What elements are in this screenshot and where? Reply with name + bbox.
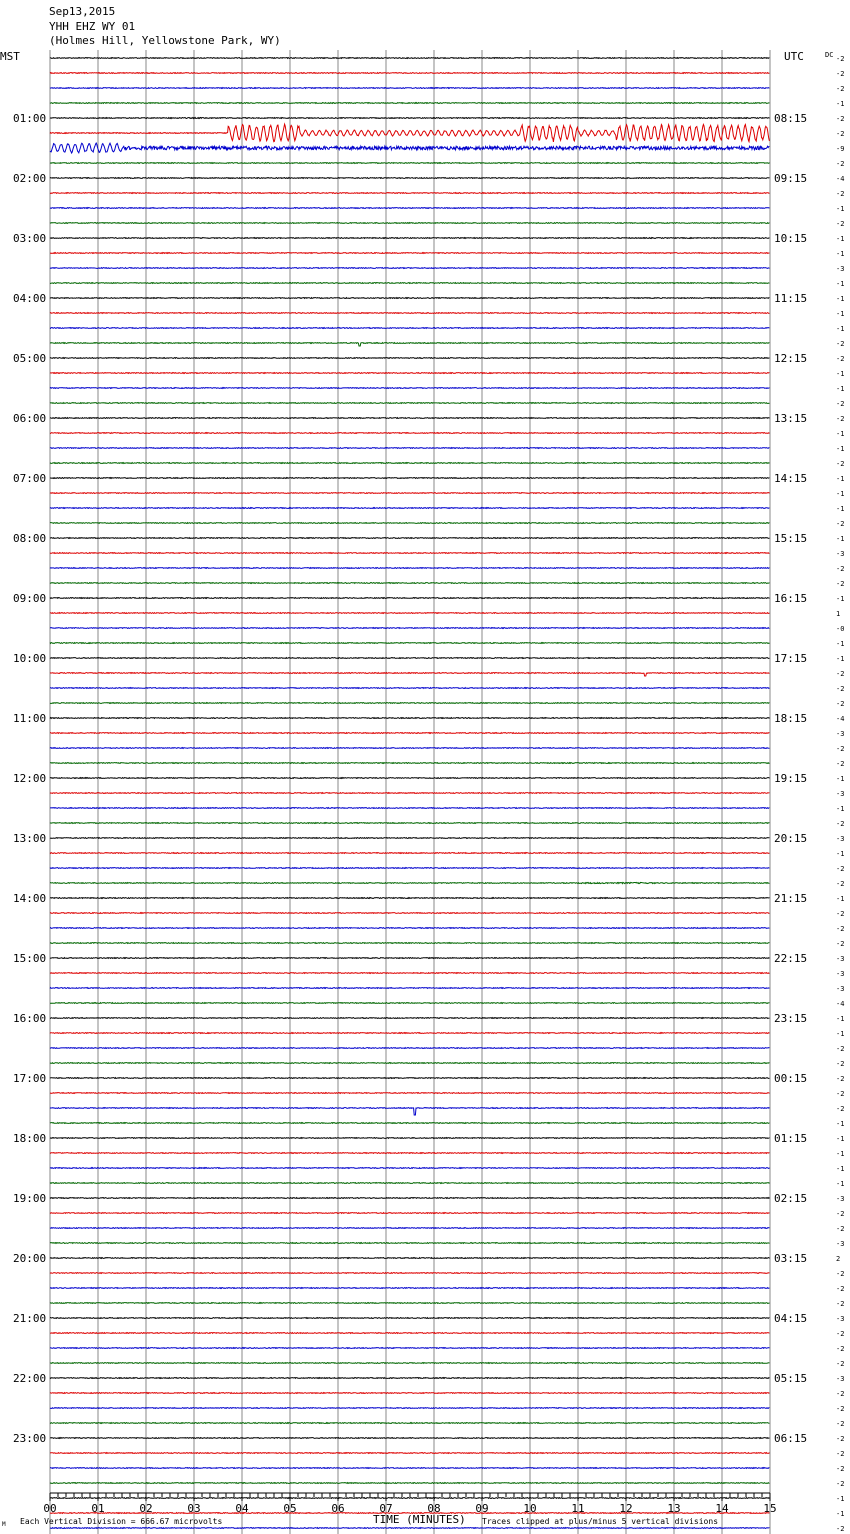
dc-offset-label: -2 [836,865,845,873]
trace-row [50,748,769,749]
trace-row [50,73,769,74]
trace-row [50,1108,769,1115]
x-tick-label: 00 [43,1502,57,1515]
dc-offset-label: -2 [836,1300,845,1308]
trace-row [50,568,769,569]
dc-offset-label: -1 [836,775,845,783]
trace-row [50,1168,769,1169]
trace-row [50,418,769,419]
trace-row [50,583,769,584]
dc-offset-label: -1 [836,310,845,318]
trace-row [50,1213,769,1214]
right-axis-title: UTC [784,50,804,63]
trace-row [50,1123,769,1124]
dc-offset-label: -4 [836,175,845,183]
dc-offset-label: -1 [836,280,845,288]
mst-hour-label: 20:00 [13,1252,47,1265]
mst-hour-label: 13:00 [13,832,47,845]
utc-hour-label: 13:15 [774,412,808,425]
trace-row [50,778,769,779]
trace-row [50,1033,769,1034]
utc-hour-label: 00:15 [774,1072,808,1085]
dc-offset-label: -2 [836,520,845,528]
dc-offset-label: -2 [836,1285,845,1293]
x-tick-label: 14 [715,1502,729,1515]
trace-row [50,868,769,869]
dc-offset-label: -1 [836,205,845,213]
trace-row [50,673,769,676]
utc-hour-label: 15:15 [774,532,808,545]
dc-label: DC [825,51,834,59]
trace-row [50,1138,769,1139]
trace-row [50,1453,769,1454]
record-date: Sep13,2015 [49,5,116,18]
dc-offset-label: -1 [836,895,845,903]
dc-offset-label: -2 [836,1225,845,1233]
dc-offset-label: -2 [836,130,845,138]
trace-row [50,1198,769,1199]
dc-offset-label: -2 [836,460,845,468]
dc-offset-label: -2 [836,1060,845,1068]
trace-row [50,838,769,839]
trace-rows [50,58,769,1534]
dc-offset-label: -2 [836,580,845,588]
dc-offset-label: -2 [836,1270,845,1278]
x-tick-label: 10 [523,1502,537,1515]
trace-row [50,1408,769,1409]
trace-row [50,493,769,494]
dc-offset-label: -3 [836,1315,845,1323]
mst-hour-label: 07:00 [13,472,47,485]
x-tick-label: 07 [379,1502,393,1515]
dc-offset-label: -2 [836,1210,845,1218]
dc-offset-label: -2 [836,85,845,93]
trace-row [50,103,769,104]
time-axis [43,1493,776,1515]
utc-hour-label: 10:15 [774,232,808,245]
x-tick-label: 03 [187,1502,201,1515]
mst-hour-label: 14:00 [13,892,47,905]
dc-offset-label: -1 [836,1180,845,1188]
dc-offset-label: -1 [836,595,845,603]
mst-hour-label: 19:00 [13,1192,47,1205]
trace-row [50,1288,769,1289]
dc-offset-label: -3 [836,955,845,963]
trace-row [50,823,769,824]
mst-hour-label: 01:00 [13,112,47,125]
trace-row [50,298,769,299]
dc-offset-label: -1 [836,235,845,243]
dc-offset-label: -2 [836,190,845,198]
dc-offset-label: -1 [836,1150,845,1158]
trace-row [50,1153,769,1154]
trace-row [50,388,769,389]
vertical-division-note: Each Vertical Division = 666.67 microvolts [20,1517,223,1526]
mst-hour-label: 18:00 [13,1132,47,1145]
trace-row [50,1048,769,1049]
dc-offset-label: -2 [836,1480,845,1488]
trace-row [50,1423,769,1424]
trace-row [50,58,769,59]
dc-offset-label: -1 [836,1030,845,1038]
trace-row [50,973,769,974]
clipping-note: Traces clipped at plus/minus 5 vertical divisions [482,1517,719,1526]
trace-row [50,373,769,374]
trace-row [50,478,769,479]
dc-offset-label: -1 [836,325,845,333]
dc-offset-label: -3 [836,1375,845,1383]
dc-offset-label: -2 [836,1045,845,1053]
dc-offset-label: -1 [836,1135,845,1143]
trace-row [50,1078,769,1079]
trace-row [50,1318,769,1319]
trace-row [50,1438,769,1439]
trace-row [50,1468,769,1469]
dc-offset-label: -2 [836,670,845,678]
trace-row [50,1378,769,1379]
dc-offset-label: -2 [836,1075,845,1083]
dc-offset-label: -2 [836,760,845,768]
dc-offset-label: -2 [836,565,845,573]
dc-offset-label: -3 [836,730,845,738]
x-tick-label: 13 [667,1502,681,1515]
trace-row [50,124,769,142]
trace-row [50,463,769,464]
trace-row [50,1183,769,1184]
dc-offset-label: -2 [836,910,845,918]
trace-row [50,313,769,314]
mst-hour-label: 11:00 [13,712,47,725]
dc-offset-label: -1 [836,640,845,648]
mst-hour-label: 21:00 [13,1312,47,1325]
trace-row [50,1018,769,1019]
trace-row [50,763,769,764]
dc-offset-label: -1 [836,535,845,543]
dc-offset-label: -2 [836,55,845,63]
dc-offset-label: -2 [836,1465,845,1473]
x-tick-label: 06 [331,1502,345,1515]
dc-offset-label: -2 [836,1105,845,1113]
mst-hour-label: 03:00 [13,232,47,245]
dc-offset-label: -1 [836,385,845,393]
trace-row [50,882,769,883]
dc-offset-label: -2 [836,1360,845,1368]
trace-row [50,628,769,629]
mst-hour-label: 05:00 [13,352,47,365]
mst-hour-label: 23:00 [13,1432,47,1445]
dc-offset-label: -1 [836,655,845,663]
station-location: (Holmes Hill, Yellowstone Park, WY) [49,34,281,47]
trace-row [50,598,769,599]
dc-offset-label: -2 [836,1420,845,1428]
utc-hour-label: 16:15 [774,592,808,605]
dc-offset-label: -2 [836,1330,845,1338]
x-tick-label: 05 [283,1502,297,1515]
trace-row [50,403,769,404]
utc-hour-label: 03:15 [774,1252,808,1265]
trace-row [50,718,769,719]
mst-hour-label: 22:00 [13,1372,47,1385]
trace-row [50,553,769,554]
dc-offset-label: -1 [836,1015,845,1023]
trace-row [50,143,769,153]
trace-row [50,358,769,359]
dc-offset-label: -2 [836,925,845,933]
utc-hour-label: 21:15 [774,892,808,905]
dc-offset-label: -1 [836,505,845,513]
dc-offset-label: -2 [836,1390,845,1398]
trace-row [50,283,769,284]
trace-row [50,1483,769,1484]
mst-hour-label: 15:00 [13,952,47,965]
trace-row [50,688,769,689]
utc-hour-label: 23:15 [774,1012,808,1025]
dc-offset-label: -3 [836,835,845,843]
trace-row [50,793,769,794]
trace-row [50,208,769,209]
trace-row [50,1273,769,1274]
dc-offset-label: -3 [836,1195,845,1203]
dc-offset-label: -2 [836,1090,845,1098]
dc-offset-label: -1 [836,370,845,378]
trace-row [50,733,769,734]
dc-offset-label: 1 [836,610,841,618]
trace-row [50,703,769,704]
dc-offset-label: -2 [836,1450,845,1458]
trace-row [50,508,769,509]
mst-hour-label: 06:00 [13,412,47,425]
x-tick-label: 04 [235,1502,249,1515]
mst-hour-label: 02:00 [13,172,47,185]
dc-offset-label: -3 [836,790,845,798]
dc-offset-label: -4 [836,715,845,723]
utc-hour-label: 12:15 [774,352,808,365]
trace-row [50,1303,769,1304]
mst-hour-label: 08:00 [13,532,47,545]
trace-row [50,853,769,854]
x-tick-label: 02 [139,1502,153,1515]
dc-offset-label: -2 [836,340,845,348]
trace-row [50,1228,769,1229]
dc-offset-label: -2 [836,700,845,708]
dc-offset-label: -1 [836,475,845,483]
mst-hour-label: 09:00 [13,592,47,605]
trace-row [50,238,769,239]
dc-offset-label: -2 [836,115,845,123]
mst-hour-label: 16:00 [13,1012,47,1025]
trace-row [50,988,769,989]
trace-row [50,643,769,644]
utc-hour-label: 11:15 [774,292,808,305]
trace-row [50,328,769,329]
dc-offset-label: -2 [836,880,845,888]
dc-offset-label: -2 [836,355,845,363]
dc-offset-label: -3 [836,265,845,273]
x-tick-label: 08 [427,1502,441,1515]
dc-offset-label: -1 [836,100,845,108]
mst-hour-label: 04:00 [13,292,47,305]
utc-hour-label: 02:15 [774,1192,808,1205]
mst-hour-label: 10:00 [13,652,47,665]
dc-offset-label: -1 [836,295,845,303]
dc-offset-label: -2 [836,415,845,423]
dc-offset-label: -1 [836,430,845,438]
dc-offset-label: -2 [836,1525,845,1533]
dc-offset-label: -1 [836,250,845,258]
dc-offset-label: -2 [836,70,845,78]
dc-offset-label: -2 [836,220,845,228]
x-tick-label: 09 [475,1502,489,1515]
trace-row [50,178,769,179]
utc-hour-label: 05:15 [774,1372,808,1385]
dc-offset-label: -2 [836,745,845,753]
dc-offset-label: -1 [836,805,845,813]
trace-row [50,523,769,524]
trace-row [50,808,769,809]
dc-offset-label: -3 [836,550,845,558]
utc-hour-label: 18:15 [774,712,808,725]
dc-offset-label: -1 [836,1165,845,1173]
dc-offset-label: -3 [836,985,845,993]
utc-hour-label: 19:15 [774,772,808,785]
x-tick-label: 12 [619,1502,633,1515]
trace-row [50,613,769,614]
trace-row [50,1393,769,1394]
x-tick-label: 01 [91,1502,105,1515]
mst-hour-label: 12:00 [13,772,47,785]
trace-row [50,118,769,119]
dc-offset-label: -2 [836,160,845,168]
dc-offset-label: 2 [836,1255,841,1263]
trace-row [50,343,769,346]
trace-row [50,1258,769,1259]
trace-row [50,1333,769,1334]
trace-row [50,88,769,89]
dc-offset-label: -0 [836,625,845,633]
corner-mark: M [2,1521,6,1528]
utc-hour-label: 04:15 [774,1312,808,1325]
trace-row [50,898,769,899]
trace-row [50,1498,769,1499]
trace-row [50,253,769,254]
dc-offset-label: -2 [836,1405,845,1413]
trace-row [50,958,769,959]
trace-row [50,1003,769,1004]
utc-hour-label: 06:15 [774,1432,808,1445]
left-axis-title: MST [0,50,20,63]
dc-offset-label: -2 [836,940,845,948]
dc-offset-label: -3 [836,970,845,978]
trace-row [50,193,769,194]
dc-offset-label: -1 [836,445,845,453]
trace-row [50,913,769,914]
dc-offset-label: -4 [836,1000,845,1008]
x-tick-label: 11 [571,1502,585,1515]
trace-row [50,1528,769,1529]
dc-offset-label: -1 [836,850,845,858]
trace-row [50,268,769,269]
hour-labels [13,55,844,1534]
trace-row [50,538,769,539]
dc-offset-label: -2 [836,400,845,408]
utc-hour-label: 01:15 [774,1132,808,1145]
trace-row [50,1093,769,1094]
trace-row [50,928,769,929]
dc-offset-label: -3 [836,1240,845,1248]
dc-offset-label: -2 [836,685,845,693]
x-tick-label: 15 [763,1502,777,1515]
trace-row [50,223,769,224]
dc-offset-label: -1 [836,490,845,498]
trace-row [50,1063,769,1064]
utc-hour-label: 20:15 [774,832,808,845]
trace-row [50,433,769,434]
utc-hour-label: 17:15 [774,652,808,665]
x-axis-title: TIME (MINUTES) [373,1513,466,1526]
mst-hour-label: 17:00 [13,1072,47,1085]
station-code: YHH EHZ WY 01 [49,20,136,33]
dc-offset-label: -1 [836,1120,845,1128]
trace-row [50,1348,769,1349]
trace-row [50,658,769,659]
trace-row [50,1243,769,1244]
dc-offset-label: -2 [836,820,845,828]
utc-hour-label: 14:15 [774,472,808,485]
utc-hour-label: 22:15 [774,952,808,965]
trace-row [50,163,769,164]
trace-row [50,1363,769,1364]
dc-offset-label: -2 [836,1435,845,1443]
dc-offset-label: -1 [836,1510,845,1518]
dc-offset-label: -1 [836,1495,845,1503]
trace-row [50,943,769,944]
utc-hour-label: 08:15 [774,112,808,125]
dc-offset-label: -2 [836,1345,845,1353]
trace-row [50,448,769,449]
utc-hour-label: 09:15 [774,172,808,185]
dc-offset-label: -9 [836,145,845,153]
